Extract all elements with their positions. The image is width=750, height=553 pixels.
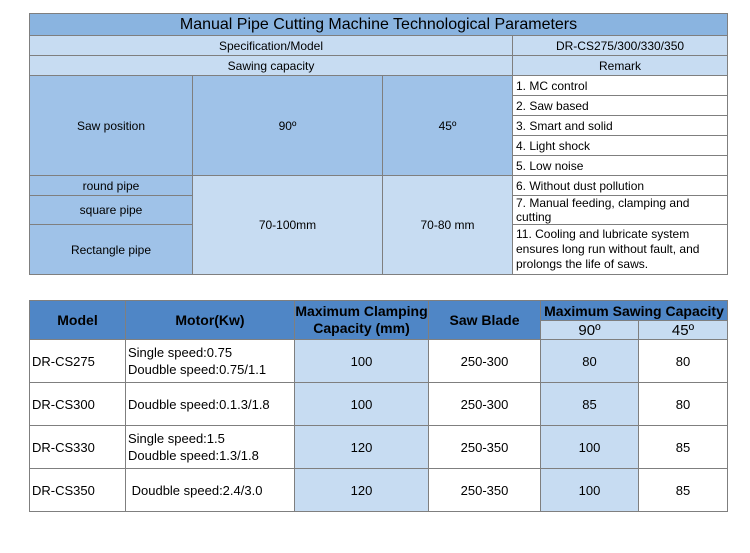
remark-item: 5. Low noise [513,156,728,176]
round-pipe-label: round pipe [30,176,193,196]
header-sawing-capacity: Maximum Sawing Capacity [541,301,728,321]
motor-cell [126,469,295,512]
motor-line: Doudble speed:2.4/3.0 [128,482,263,498]
header-motor: Motor(Kw) [126,301,295,340]
capacity-90-cell: 80 [541,340,639,383]
clamping-cell: 100 [295,340,429,383]
model-cell: DR-CS300 [30,383,126,426]
remark-item: 1. MC control [513,76,728,96]
blade-cell: 250-300 [429,383,541,426]
remark-item: 2. Saw based [513,96,728,116]
blade-cell: 250-350 [429,426,541,469]
blade-cell: 250-300 [429,340,541,383]
header-clamping: Maximum Clamping Capacity (mm) [295,301,429,340]
blade-cell: 250-350 [429,469,541,512]
remark-item: 3. Smart and solid [513,116,728,136]
angle-45: 45º [383,76,513,176]
model-cell: DR-CS330 [30,426,126,469]
spec-label: Specification/Model [30,36,513,56]
table-title: Manual Pipe Cutting Machine Technological Parameters [30,14,728,36]
remark-item: 4. Light shock [513,136,728,156]
motor-cell [126,426,295,469]
header-model: Model [30,301,126,340]
remark-item: 11. Cooling and lubricate system ensures long run without fault, and prolongs the life of saws. [513,225,728,275]
saw-position-label: Saw position [30,76,193,176]
table-row [30,340,728,383]
remark-item: 7. Manual feeding, clamping and cutting [513,196,728,225]
remark-label: Remark [513,56,728,76]
capacity-45-cell: 80 [639,383,728,426]
capacity-90-cell: 100 [541,426,639,469]
capacity-label: Sawing capacity [30,56,513,76]
clamping-cell: 120 [295,426,429,469]
header-90-degrees: 90º [541,321,639,340]
capacity-90-cell: 100 [541,469,639,512]
angle-90: 90º [193,76,383,176]
capacity-45-cell: 85 [639,469,728,512]
table-row [30,469,728,512]
motor-line: Doudble speed:0.75/1.1 [128,362,267,377]
motor-line: Doudble speed:1.3/1.8 [128,448,259,463]
motor-line: Doudble speed:0.1.3/1.8 [128,396,270,412]
model-cell: DR-CS350 [30,469,126,512]
range-45: 70-80 mm [383,176,513,275]
models-table [29,300,728,512]
motor-line: Single speed:1.5 [128,431,225,446]
capacity-90-cell: 85 [541,383,639,426]
square-pipe-label: square pipe [30,196,193,225]
table-row [30,383,728,426]
table-row [30,426,728,469]
rectangle-pipe-label: Rectangle pipe [30,225,193,275]
capacity-45-cell: 85 [639,426,728,469]
model-cell: DR-CS275 [30,340,126,383]
clamping-cell: 100 [295,383,429,426]
motor-line: Single speed:0.75 [128,345,233,360]
spec-value: DR-CS275/300/330/350 [513,36,728,56]
motor-cell [126,383,295,426]
remark-item: 6. Without dust pollution [513,176,728,196]
header-45-degrees: 45º [639,321,728,340]
capacity-45-cell: 80 [639,340,728,383]
clamping-cell: 120 [295,469,429,512]
motor-cell [126,340,295,383]
range-90: 70-100mm [193,176,383,275]
parameters-table [29,13,728,275]
header-saw-blade: Saw Blade [429,301,541,340]
